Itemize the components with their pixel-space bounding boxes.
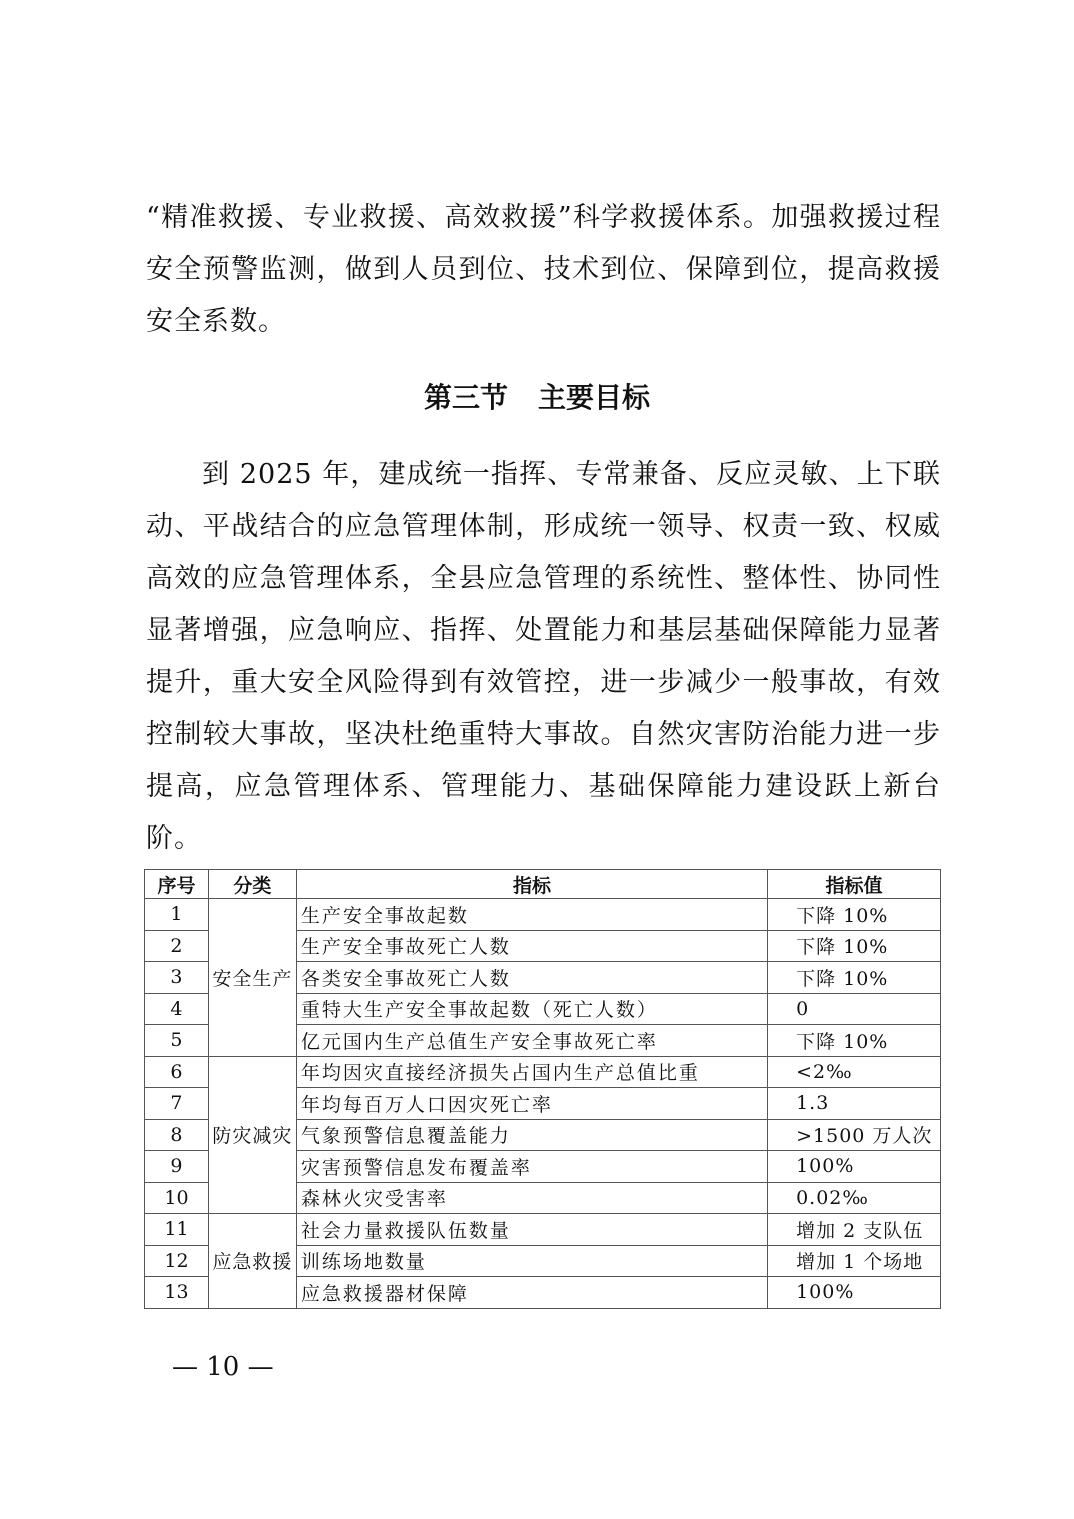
row-number: 7 — [145, 1088, 209, 1120]
indicator-cell: 生产安全事故死亡人数 — [296, 930, 767, 962]
indicator-cell: 亿元国内生产总值生产安全事故死亡率 — [296, 1025, 767, 1057]
category-cell: 应急救援 — [208, 1214, 296, 1309]
value-cell: 下降 10% — [768, 962, 941, 994]
row-number: 13 — [145, 1277, 209, 1309]
value-cell: 100% — [768, 1277, 941, 1309]
value-cell: >1500 万人次 — [768, 1119, 941, 1151]
value-cell: 下降 10% — [768, 930, 941, 962]
table-row — [145, 899, 941, 931]
category-cell: 安全生产 — [208, 899, 296, 1057]
indicator-cell: 年均每百万人口因灾死亡率 — [296, 1088, 767, 1120]
paragraph-main-goals: 到 2025 年，建成统一指挥、专常兼备、反应灵敏、上下联动、平战结合的应急管理体制，形成统一领导、权责一致、权威高效的应急管理体系，全县应急管理的系统性、整体性、协同性显著增强，应急响应、指挥、处置能力和基层基础保障能力显著提升，重大安全风险得到有效管控，进一步减少一般事故，有效控制较大事故，坚决杜绝重特大事故。自然灾害防治能力进一步提高，应急管理体系、管理能力、基础保障能力建设跃上新台阶。 — [146, 459, 941, 854]
indicator-cell: 森林火灾受害率 — [296, 1182, 767, 1214]
value-cell: 增加 1 个场地 — [768, 1245, 941, 1277]
row-number: 9 — [145, 1151, 209, 1183]
indicator-cell: 各类安全事故死亡人数 — [296, 962, 767, 994]
indicator-cell: 社会力量救援队伍数量 — [296, 1214, 767, 1246]
row-number: 3 — [145, 962, 209, 994]
header-no: 序号 — [145, 870, 209, 899]
indicator-cell: 年均因灾直接经济损失占国内生产总值比重 — [296, 1056, 767, 1088]
indicator-cell: 重特大生产安全事故起数（死亡人数） — [296, 993, 767, 1025]
row-number: 6 — [145, 1056, 209, 1088]
row-number: 11 — [145, 1214, 209, 1246]
table-row — [145, 1056, 941, 1088]
value-cell: 0.02‰ — [768, 1182, 941, 1214]
value-cell: <2‰ — [768, 1056, 941, 1088]
value-cell: 100% — [768, 1151, 941, 1183]
indicator-cell: 灾害预警信息发布覆盖率 — [296, 1151, 767, 1183]
indicator-cell: 生产安全事故起数 — [296, 899, 767, 931]
section-heading — [0, 376, 1074, 416]
indicator-cell: 训练场地数量 — [296, 1245, 767, 1277]
value-cell: 1.3 — [768, 1088, 941, 1120]
section-title: 主要目标 — [538, 381, 651, 414]
row-number: 12 — [145, 1245, 209, 1277]
indicator-cell: 应急救援器材保障 — [296, 1277, 767, 1309]
header-category: 分类 — [208, 870, 296, 899]
row-number: 4 — [145, 993, 209, 1025]
value-cell: 下降 10% — [768, 1025, 941, 1057]
row-number: 10 — [145, 1182, 209, 1214]
value-cell: 0 — [768, 993, 941, 1025]
indicator-table — [144, 869, 941, 1309]
value-cell: 增加 2 支队伍 — [768, 1214, 941, 1246]
table-header-row — [145, 870, 941, 899]
row-number: 2 — [145, 930, 209, 962]
section-number: 第三节 — [423, 381, 508, 414]
header-value: 指标值 — [768, 870, 941, 899]
paragraph-rescue-system: “精准救援、专业救援、高效救援”科学救援体系。加强救援过程安全预警监测，做到人员到位、技术到位、保障到位，提高救援安全系数。 — [146, 202, 941, 337]
page-number: — 10 — — [172, 1352, 274, 1382]
row-number: 8 — [145, 1119, 209, 1151]
indicator-cell: 气象预警信息覆盖能力 — [296, 1119, 767, 1151]
table-row — [145, 1214, 941, 1246]
row-number: 5 — [145, 1025, 209, 1057]
category-cell: 防灾减灾 — [208, 1056, 296, 1214]
header-indicator: 指标 — [296, 870, 767, 899]
row-number: 1 — [145, 899, 209, 931]
value-cell: 下降 10% — [768, 899, 941, 931]
